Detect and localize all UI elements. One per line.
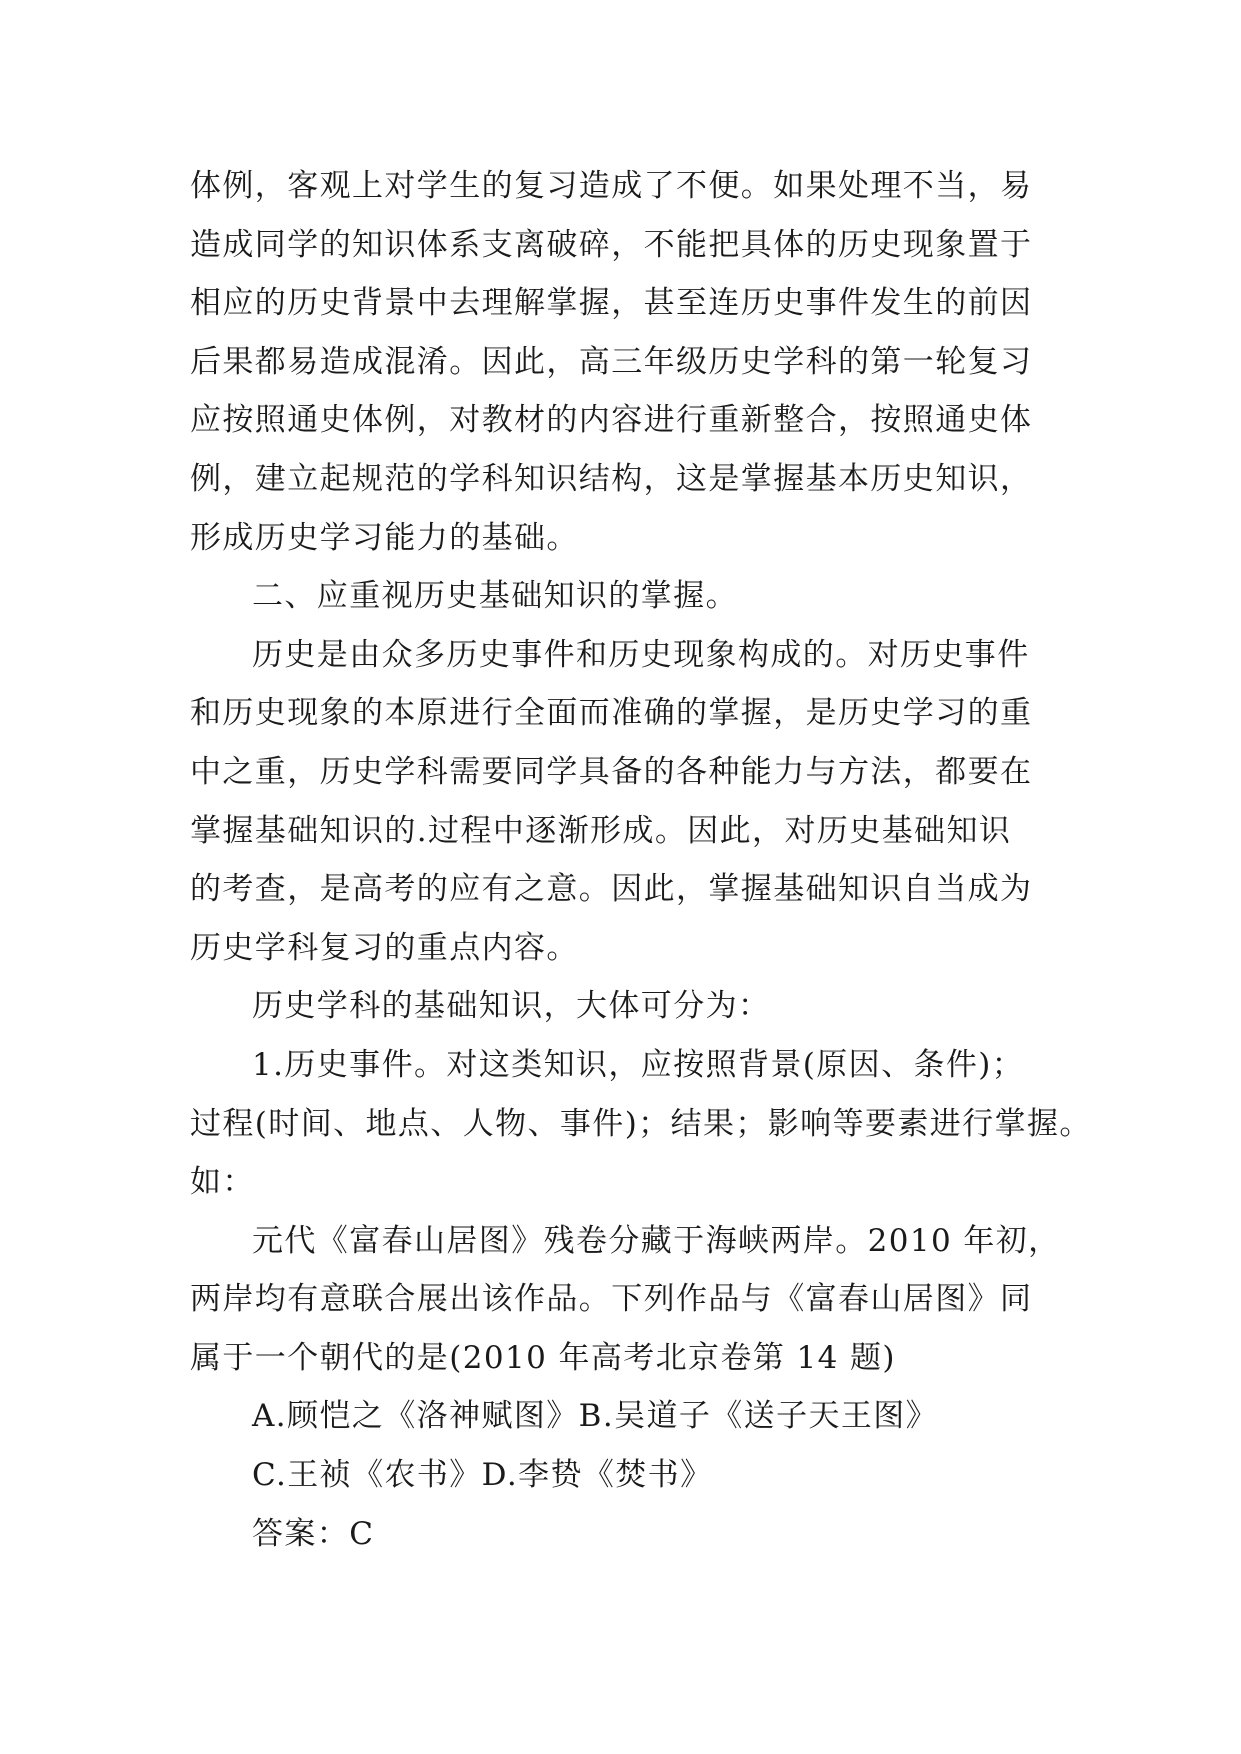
exam-question (190, 1212, 1070, 1388)
text-line: C.王祯《农书》D.李贽《焚书》 (252, 1457, 713, 1494)
text-line: 中之重，历史学科需要同学具备的各种能力与方法，都要在 (190, 753, 1033, 790)
text-line: 两岸均有意联合展出该作品。下列作品与《富春山居图》同 (190, 1281, 1033, 1318)
text-line: 1.历史事件。对这类知识，应按照背景(原因、条件)； (252, 1046, 1025, 1083)
answer-key (190, 1505, 1070, 1564)
text-line: 应按照通史体例，对教材的内容进行重新整合，按照通史体 (190, 402, 1033, 439)
text-line: 掌握基础知识的.过程中逐渐形成。因此，对历史基础知识 (190, 812, 1012, 849)
document-body (190, 157, 1092, 1563)
text-line: 历史学科的基础知识，大体可分为： (252, 988, 771, 1025)
answer-options-ab (190, 1387, 1070, 1446)
text-line: 形成历史学习能力的基础。 (190, 519, 579, 556)
text-line: 历史学科复习的重点内容。 (190, 929, 579, 966)
paragraph-continuation (190, 157, 1070, 567)
text-line: 属于一个朝代的是(2010 年高考北京卷第 14 题) (190, 1339, 896, 1376)
text-line: 的考查，是高考的应有之意。因此，掌握基础知识自当成为 (190, 871, 1033, 908)
text-line: 和历史现象的本原进行全面而准确的掌握，是历史学习的重 (190, 695, 1033, 732)
text-line: 过程(时间、地点、人物、事件)；结果；影响等要素进行掌握。 (190, 1105, 1092, 1142)
text-line: 元代《富春山居图》残卷分藏于海峡两岸。2010 年初， (252, 1222, 1061, 1259)
text-line: 答案：C (252, 1515, 375, 1552)
text-line: 例，建立起规范的学科知识结构，这是掌握基本历史知识， (190, 460, 1033, 497)
text-line: 后果都易造成混淆。因此，高三年级历史学科的第一轮复习 (190, 343, 1033, 380)
paragraph-body (190, 626, 1070, 978)
text-line: 相应的历史背景中去理解掌握，甚至连历史事件发生的前因 (190, 285, 1033, 322)
paragraph-lead-in (190, 977, 1070, 1036)
text-line: A.顾恺之《洛神赋图》B.吴道子《送子天王图》 (252, 1398, 939, 1435)
text-line: 如： (190, 1164, 255, 1201)
text-line: 造成同学的知识体系支离破碎，不能把具体的历史现象置于 (190, 226, 1033, 263)
list-item-history-events (190, 1036, 1092, 1212)
answer-options-cd (190, 1446, 1070, 1505)
section-heading (190, 567, 1070, 626)
text-line: 二、应重视历史基础知识的掌握。 (252, 578, 738, 615)
text-line: 历史是由众多历史事件和历史现象构成的。对历史事件 (252, 636, 1030, 673)
text-line: 体例，客观上对学生的复习造成了不便。如果处理不当，易 (190, 168, 1033, 204)
